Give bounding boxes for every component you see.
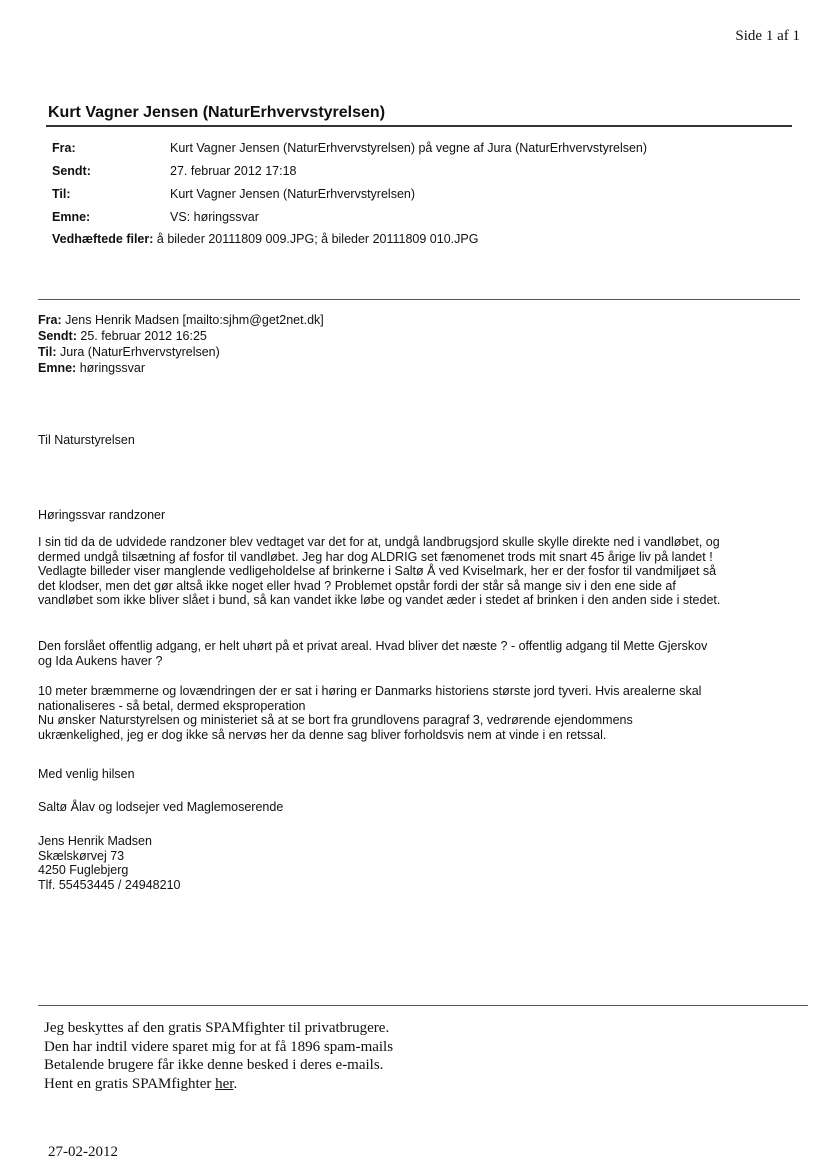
body-line: det klodser, men det gør altså ikke noget eller hvad ? Problemet opstår fordi der står så mange siv i den ene side af <box>38 578 676 593</box>
original-sent-value: 25. februar 2012 16:25 <box>80 329 207 343</box>
body-line: vandløbet som ikke bliver slået i bund, så kan vandet ikke løbe og vandet æder i stedet af brinken i den anden side i stedet. <box>38 593 721 607</box>
body-paragraph-1 <box>38 535 808 608</box>
spam-download-text: Hent en gratis SPAMfighter <box>44 1075 216 1092</box>
body-paragraph-3 <box>38 684 808 742</box>
spam-footer <box>44 1019 393 1093</box>
header-to-label: Til: <box>52 187 71 201</box>
spam-line: Betalende brugere får ikke denne besked i deres e-mails. <box>44 1057 384 1073</box>
body-line: Den forslået offentlig adgang, er helt uhørt på et privat areal. Hvad bliver det næste ? - offentlig adgang til Mette Gjerskov <box>38 639 708 653</box>
spam-line: Den har indtil videre sparet mig for at få 1896 spam-mails <box>44 1038 394 1055</box>
spam-line: Jeg beskyttes af den gratis SPAMfighter til privatbrugere. <box>44 1020 390 1036</box>
original-to-label: Til: <box>38 345 57 359</box>
footer-rule <box>38 1005 808 1006</box>
signature <box>38 834 808 892</box>
original-from <box>38 313 324 327</box>
body-recipient: Til Naturstyrelsen <box>38 433 135 447</box>
header-from-label: Fra: <box>52 141 76 155</box>
body-line: dermed undgå tilsætning af fosfor til vandløbet. Jeg har dog ALDRIG set fænomenet trods mit snart 45 årige liv på landet ! <box>38 549 713 564</box>
spam-line-download <box>44 1075 393 1094</box>
signature-street: Skælskørvej 73 <box>38 848 125 863</box>
spam-download-link[interactable]: her <box>215 1075 234 1092</box>
spam-download-period: . <box>233 1075 238 1092</box>
signature-city: 4250 Fuglebjerg <box>38 863 129 877</box>
header-attachments-label: Vedhæftede filer: <box>52 232 154 246</box>
body-heading: Høringssvar randzoner <box>38 508 166 522</box>
separator-rule <box>38 299 800 300</box>
title-rule <box>46 125 792 127</box>
header-attachments-value: å bileder 20111809 009.JPG; å bileder 20111809 010.JPG <box>156 232 479 246</box>
body-line: Nu ønsker Naturstyrelsen og ministeriet så at se bort fra grundlovens paragraf 3, vedrørende ejendommens <box>38 713 633 727</box>
body-line: ukrænkelighed, jeg er dog ikke så nervøs her da denne sag bliver forholdsvis nem at vinde i en retssal. <box>38 727 607 742</box>
print-title: Kurt Vagner Jensen (NaturErhvervstyrelsen) <box>48 104 386 121</box>
original-from-label: Fra: <box>38 313 62 327</box>
body-line: Vedlagte billeder viser manglende vedligeholdelse af brinkerne i Saltø Å ved Kviselmark, her er der fosfor til vandmiljøet så <box>38 564 717 578</box>
header-attachments <box>52 232 478 246</box>
original-sent-label: Sendt: <box>38 329 77 343</box>
body-closing: Med venlig hilsen <box>38 767 135 781</box>
header-subject-label: Emne: <box>52 210 91 224</box>
original-subject <box>38 361 145 375</box>
body-line: og Ida Aukens haver ? <box>38 653 163 668</box>
original-subject-value: høringssvar <box>79 361 145 375</box>
original-to <box>38 345 220 359</box>
print-date: 27-02-2012 <box>48 1144 118 1160</box>
header-sent-value: 27. februar 2012 17:18 <box>170 164 297 178</box>
body-line: 10 meter bræmmerne og lovændringen der er sat i høring er Danmarks historiens største jord tyveri. Hvis arealerne skal <box>38 684 702 698</box>
body-line: I sin tid da de udvidede randzoner blev vedtaget var det for at, undgå landbrugsjord skulle skylle direkte ned i vandløbet, og <box>38 535 720 549</box>
original-sent <box>38 329 207 343</box>
signature-name: Jens Henrik Madsen <box>38 834 152 848</box>
header-subject-value: VS: høringssvar <box>170 210 259 224</box>
header-from-value: Kurt Vagner Jensen (NaturErhvervstyrelsen) på vegne af Jura (NaturErhvervstyrelsen) <box>170 141 648 155</box>
original-from-value: Jens Henrik Madsen [mailto:sjhm@get2net.dk] <box>65 313 324 327</box>
body-line: nationaliseres - så betal, dermed eksproperation <box>38 698 306 713</box>
header-to-value: Kurt Vagner Jensen (NaturErhvervstyrelsen) <box>170 187 416 201</box>
body-association: Saltø Ålav og lodsejer ved Maglemoserende <box>38 800 284 814</box>
body-paragraph-2 <box>38 639 808 668</box>
original-subject-label: Emne: <box>38 361 77 375</box>
page-number: Side 1 af 1 <box>735 28 800 44</box>
header-sent-label: Sendt: <box>52 164 91 178</box>
original-to-value: Jura (NaturErhvervstyrelsen) <box>60 345 220 359</box>
signature-phone: Tlf. 55453445 / 24948210 <box>38 877 181 892</box>
